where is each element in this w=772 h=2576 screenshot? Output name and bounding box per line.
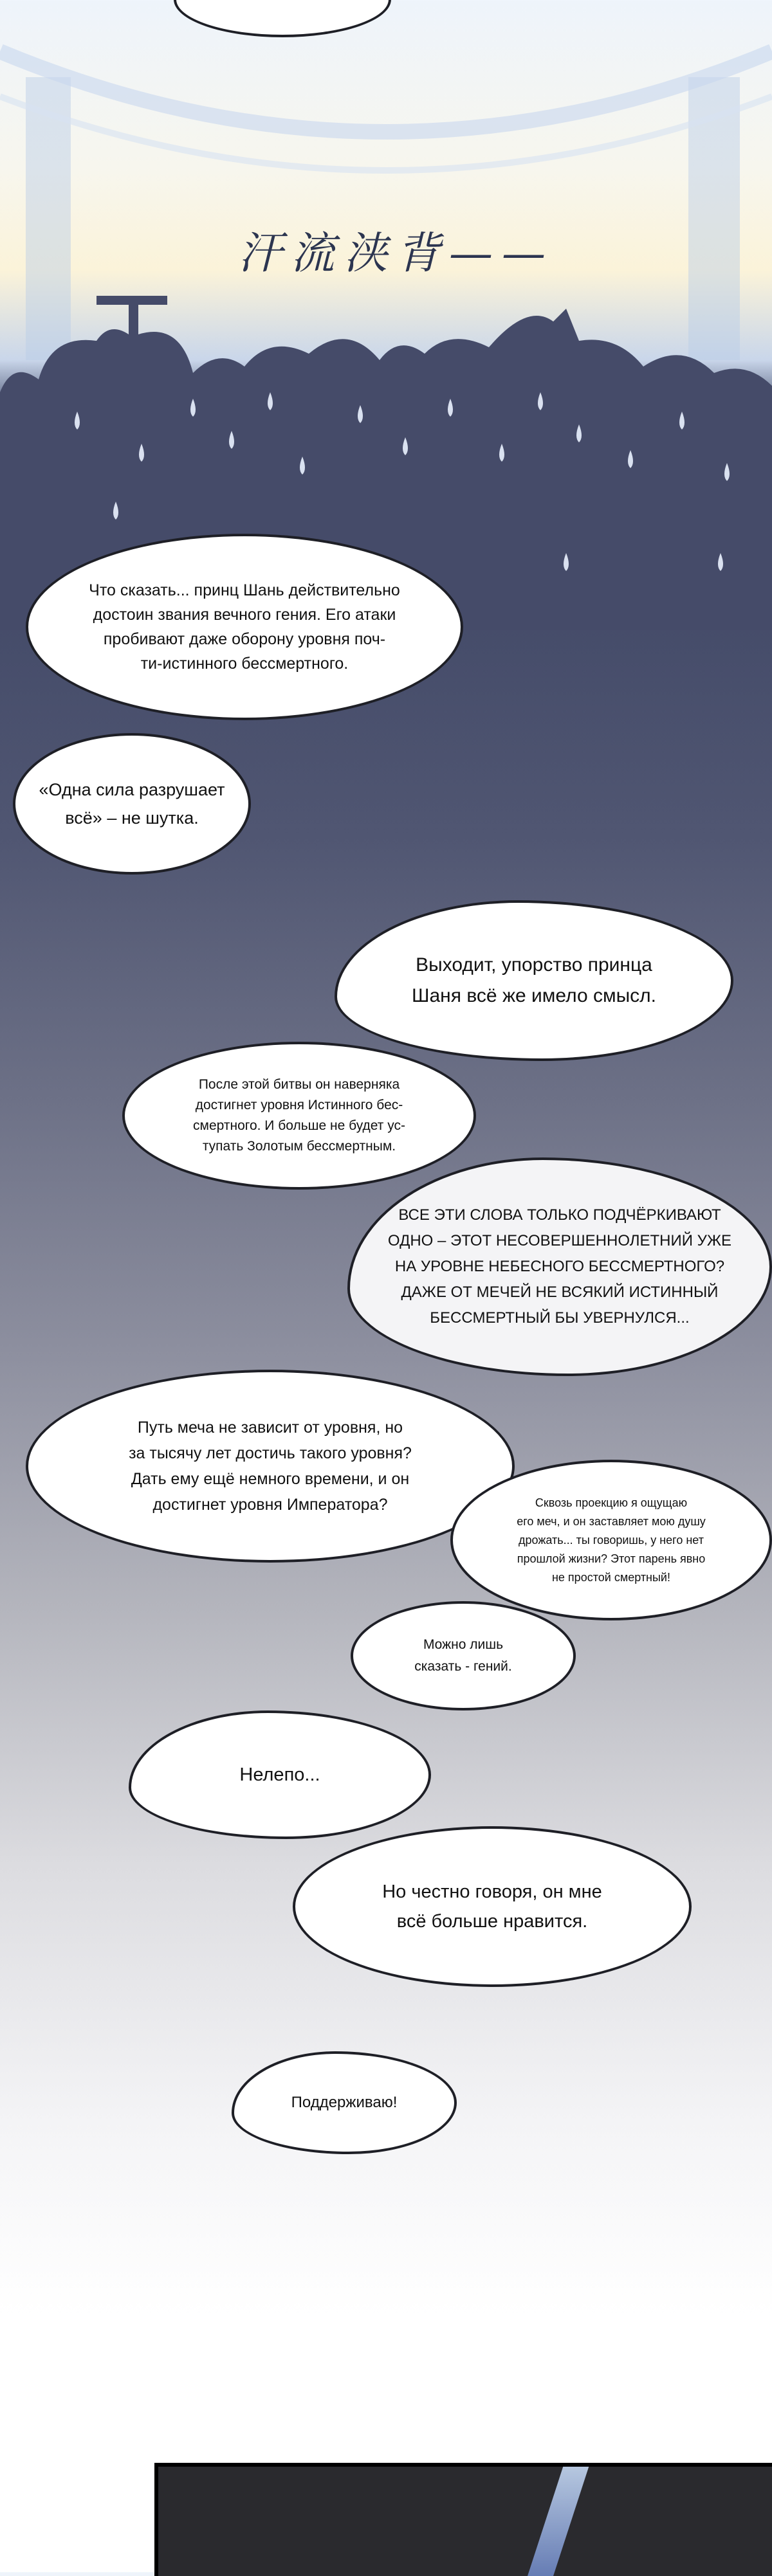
speech-bubble-5 bbox=[347, 1157, 772, 1376]
speech-text-11: Поддерживаю! bbox=[291, 2094, 398, 2111]
speech-bubble-8 bbox=[351, 1601, 576, 1710]
speech-bubble-2 bbox=[13, 733, 251, 875]
speech-text-6: Путь меча не зависит от уровня, но за тысячу лет достичь такого уровня? Дать ему ещё немного времени, и он достигнет уровня Императора? bbox=[129, 1419, 412, 1514]
speech-text-8: Можно лишь сказать - гений. bbox=[414, 1637, 512, 1674]
speech-text-3: Выходит, упорство принца Шаня всё же имело смысл. bbox=[412, 954, 656, 1006]
hat-brim bbox=[96, 296, 167, 305]
speech-bubble-10 bbox=[293, 1826, 692, 1987]
speech-text-9: Нелепо... bbox=[239, 1764, 320, 1785]
light-streak bbox=[526, 2467, 589, 2576]
speech-bubble-1 bbox=[26, 534, 463, 720]
speech-bubble-3 bbox=[335, 900, 733, 1061]
speech-text-1: Что сказать... принц Шань действительно достоин звания вечного гения. Его атаки пробивают даже оборону уровня поч- ти-истинного бессмертного. bbox=[89, 581, 400, 673]
speech-text-7: Сквозь проекцию я ощущаю его меч, и он заставляет мою душу дрожать... ты говоришь, у него нет прошлой жизни? Этот парень явно не простой смертный! bbox=[517, 1496, 706, 1584]
speech-text-4: После этой битвы он наверняка достигнет уровня Истинного бес- смертного. И больше не будет ус- тупать Золотым бессмертным. bbox=[193, 1077, 405, 1154]
speech-bubble-9 bbox=[129, 1710, 431, 1839]
speech-text-5: ВСЕ ЭТИ СЛОВА ТОЛЬКО ПОДЧЁРКИВАЮТ ОДНО – ЭТОТ НЕСОВЕРШЕННОЛЕТНИЙ УЖЕ НА УРОВНЕ НЕБЕСНОГО БЕССМЕРТНОГО? ДАЖЕ ОТ МЕЧЕЙ НЕ ВСЯКИЙ ИСТИННЫЙ БЕССМЕРТНЫЙ БЫ УВЕРНУЛСЯ... bbox=[387, 1206, 732, 1327]
speech-text-10: Но честно говоря, он мне всё больше нравится. bbox=[382, 1882, 602, 1932]
speech-bubble-6 bbox=[26, 1370, 515, 1563]
speech-bubble-4 bbox=[122, 1042, 476, 1190]
next-panel-edge bbox=[154, 2463, 772, 2576]
speech-bubble-7 bbox=[450, 1460, 772, 1620]
speech-text-2: «Одна сила разрушает всё» – не шутка. bbox=[39, 780, 225, 828]
sound-effect-text: 汗流浃背—— bbox=[238, 228, 555, 279]
speech-bubble-11 bbox=[232, 2051, 457, 2154]
